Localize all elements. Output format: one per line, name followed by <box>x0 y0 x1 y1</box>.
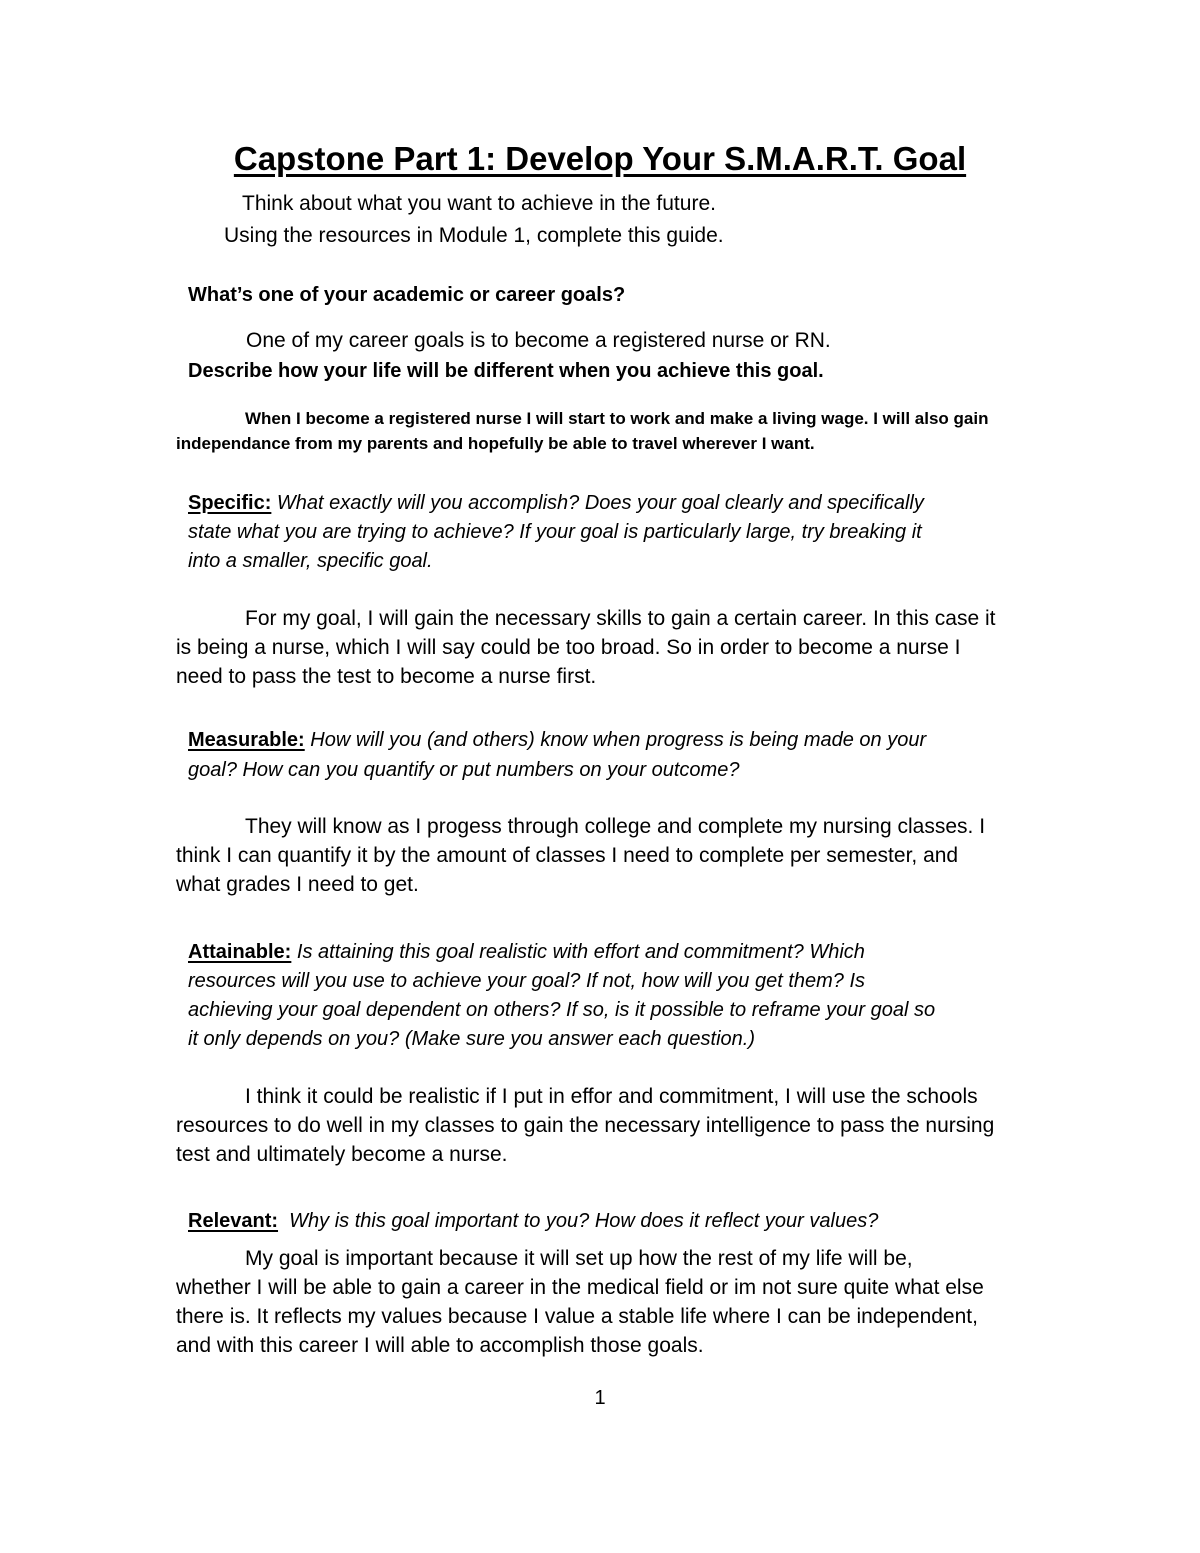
specific-answer-line-1: For my goal, I will gain the necessary skills to gain a certain career. In this case it <box>245 607 996 630</box>
attainable-prompt-line-4: it only depends on you? (Make sure you answer each question.) <box>188 1028 756 1050</box>
specific-prompt-line-3: into a smaller, specific goal. <box>188 550 433 572</box>
life-answer-line-2: independance from my parents and hopefully be able to travel wherever I want. <box>176 434 815 453</box>
page-number: 1 <box>594 1387 606 1409</box>
attainable-answer-line-2: resources to do well in my classes to gain the necessary intelligence to pass the nursing <box>176 1114 995 1137</box>
life-question: Describe how your life will be different when you achieve this goal. <box>188 360 824 382</box>
intro-line-1: Think about what you want to achieve in the future. <box>242 192 716 215</box>
page-title: Capstone Part 1: Develop Your S.M.A.R.T. Goal <box>233 140 967 177</box>
attainable-prompt-line-1 <box>188 941 865 964</box>
goal-question: What’s one of your academic or career goals? <box>188 284 626 306</box>
measurable-answer-line-2: think I can quantify it by the amount of classes I need to complete per semester, and <box>176 844 959 867</box>
measurable-prompt-line-2: goal? How can you quantify or put numbers on your outcome? <box>188 759 740 781</box>
specific-prompt-text: What exactly will you accomplish? Does your goal clearly and specifically <box>276 492 924 514</box>
specific-prompt-line-1 <box>188 492 924 515</box>
relevant-label: Relevant: <box>188 1210 279 1232</box>
relevant-answer-line-4: and with this career I will able to accomplish those goals. <box>176 1334 704 1357</box>
specific-label: Specific: <box>188 492 272 514</box>
goal-answer: One of my career goals is to become a registered nurse or RN. <box>246 329 831 352</box>
relevant-answer-line-1: My goal is important because it will set up how the rest of my life will be, <box>245 1247 913 1270</box>
life-answer-line-1: When I become a registered nurse I will start to work and make a living wage. I will also gain <box>245 409 989 428</box>
specific-answer-line-3: need to pass the test to become a nurse first. <box>176 665 597 688</box>
measurable-answer-line-1: They will know as I progess through college and complete my nursing classes. I <box>245 815 986 838</box>
attainable-label: Attainable: <box>188 941 292 963</box>
relevant-answer-line-2: whether I will be able to gain a career in the medical field or im not sure quite what else <box>176 1276 984 1299</box>
measurable-prompt-line-1 <box>188 729 926 752</box>
relevant-answer-line-3: there is. It reflects my values because I value a stable life where I can be independent, <box>176 1305 978 1328</box>
measurable-label: Measurable: <box>188 729 305 751</box>
attainable-answer-line-3: test and ultimately become a nurse. <box>176 1143 508 1166</box>
specific-answer-line-2: is being a nurse, which I will say could be too broad. So in order to become a nurse I <box>176 636 961 659</box>
attainable-prompt-text: Is attaining this goal realistic with effort and commitment? Which <box>296 941 865 963</box>
attainable-prompt-line-2: resources will you use to achieve your goal? If not, how will you get them? Is <box>188 970 866 992</box>
specific-prompt-line-2: state what you are trying to achieve? If your goal is particularly large, try breaking it <box>188 521 922 543</box>
intro-line-2: Using the resources in Module 1, complete this guide. <box>224 224 724 247</box>
measurable-answer-line-3: what grades I need to get. <box>176 873 419 896</box>
measurable-prompt-text: How will you (and others) know when progress is being made on your <box>310 729 927 751</box>
attainable-prompt-line-3: achieving your goal dependent on others? If so, is it possible to reframe your goal so <box>188 999 936 1021</box>
relevant-prompt-line-1 <box>188 1210 878 1233</box>
relevant-prompt-text: Why is this goal important to you? How does it reflect your values? <box>289 1210 879 1232</box>
attainable-answer-line-1: I think it could be realistic if I put in effor and commitment, I will use the schools <box>245 1085 978 1108</box>
